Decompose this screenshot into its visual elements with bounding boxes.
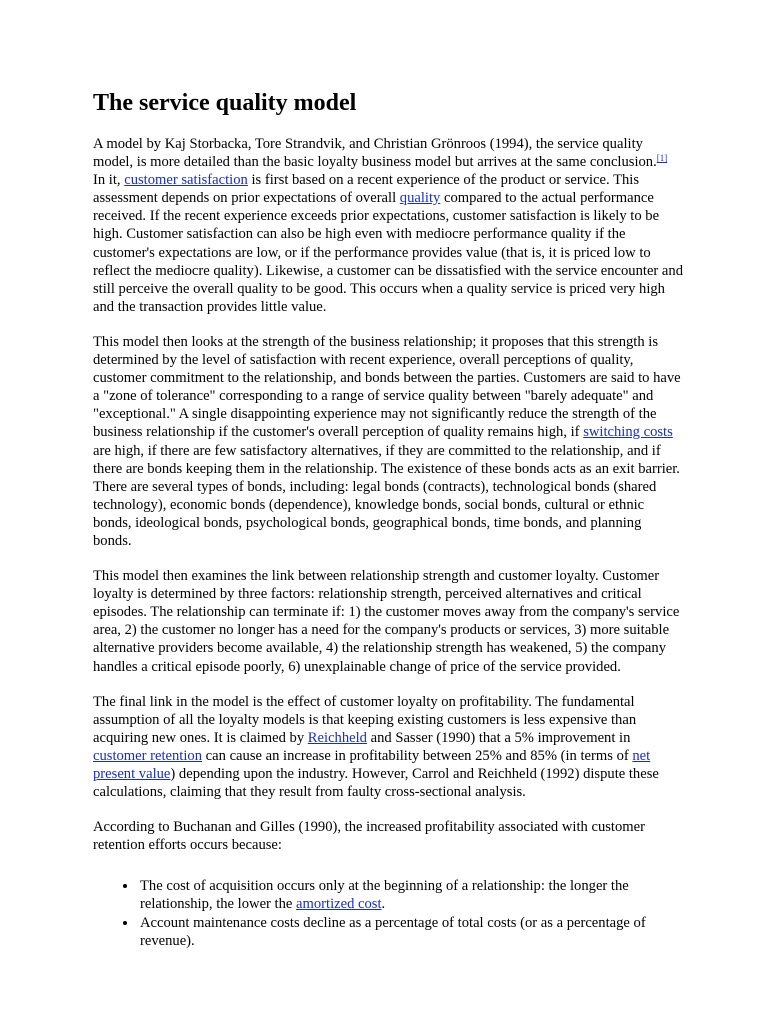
text-run: are high, if there are few satisfactory alternatives, if they are committed to the relationship, and if there are bonds keeping them in the relationship. The existence of these bonds acts as an exit barrier. There are several types of bonds, including: legal bonds (contracts), technological bonds (shared technology), economic bonds (dependence), knowledge bonds, social bonds, cultural or ethnic bonds, ideological bonds, psychological bonds, geographical bonds, time bonds, and planning bonds. bbox=[93, 442, 680, 549]
text-run: In it, bbox=[93, 172, 125, 189]
list-item bbox=[138, 877, 683, 913]
text-run: . bbox=[381, 896, 386, 913]
footnote-link[interactable]: [1] bbox=[656, 153, 668, 164]
link-quality[interactable]: quality bbox=[399, 190, 441, 207]
text-run: The cost of acquisition occurs only at the beginning of a relationship: the longer the relationship, the lower the bbox=[140, 878, 629, 913]
text-run: compared to the actual performance received. If the recent experience exceeds prior expectations, customer satisfaction is likely to be high. Customer satisfaction can also be high even with mediocre performance quality if the customer's expectations are low, or if the performance provides value (that is, it is priced low to reflect the mediocre quality). Likewise, a customer can be dissatisfied with the service encounter and still perceive the overall quality to be good. This occurs when a quality service is priced very high and the transaction provides little value. bbox=[93, 190, 684, 315]
paragraph-profitability bbox=[93, 693, 683, 802]
bullet-list bbox=[93, 877, 683, 949]
paragraph-intro bbox=[93, 135, 683, 316]
text-run: A model by Kaj Storbacka, Tore Strandvik, and Christian Grönroos (1994), the service quality model, is more detailed than the basic loyalty business model but arrives at the same conclusion. bbox=[93, 136, 657, 171]
text-run: The final link in the model is the effect of customer loyalty on profitability. The fundamental assumption of all the loyalty models is that keeping existing customers is less expensive than acquiring new ones. It is claimed by bbox=[93, 693, 637, 746]
text-run: is first based on a recent experience of the product or service. This assessment depends on prior expectations of overall bbox=[93, 172, 640, 207]
text-run: and Sasser (1990) that a 5% improvement in bbox=[366, 729, 631, 746]
document-page bbox=[93, 88, 683, 950]
link-switching-costs[interactable]: switching costs bbox=[583, 424, 673, 441]
paragraph-buchanan-gilles: According to Buchanan and Gilles (1990), the increased profitability associated with customer retention efforts occurs because: bbox=[93, 819, 645, 854]
paragraph-relationship-strength bbox=[93, 333, 683, 550]
link-net-present-value[interactable]: net present value bbox=[93, 747, 651, 782]
page-title: The service quality model bbox=[93, 90, 357, 116]
text-run: This model then looks at the strength of the business relationship; it proposes that this strength is determined by the level of satisfaction with recent experience, overall perceptions of quality, customer commitment to the relationship, and bonds between the parties. Customers are said to have a "zone of tolerance" corresponding to a range of service quality between "barely adequate" and "exceptional." A single disappointing experience may not significantly reduce the strength of the business relationship if the customer's overall perception of quality remains high, if bbox=[93, 333, 681, 441]
paragraph-customer-loyalty: This model then examines the link between relationship strength and customer loyalty. Customer loyalty is determined by three factors: relationship strength, perceived alternatives and critical episodes. The relationship can terminate if: 1) the customer moves away from the company's service area, 2) the customer no longer has a need for the company's products or services, 3) more suitable alternative providers become available, 4) the relationship strength has weakened, 5) the company handles a critical episode poorly, 6) unexplainable change of price of the service provided. bbox=[93, 568, 680, 675]
text-run: ) depending upon the industry. However, Carrol and Reichheld (1992) dispute these calculations, claiming that they result from faulty cross-sectional analysis. bbox=[93, 766, 659, 801]
link-amortized-cost[interactable]: amortized cost bbox=[296, 896, 382, 913]
link-customer-retention[interactable]: customer retention bbox=[93, 747, 203, 764]
link-customer-satisfaction[interactable]: customer satisfaction bbox=[124, 172, 248, 189]
list-item: • Account maintenance costs decline as a percentage of total costs (or as a percentage of revenue). bbox=[138, 914, 683, 950]
text-run: can cause an increase in profitability between 25% and 85% (in terms of bbox=[202, 747, 633, 764]
link-reichheld[interactable]: Reichheld bbox=[307, 729, 367, 746]
